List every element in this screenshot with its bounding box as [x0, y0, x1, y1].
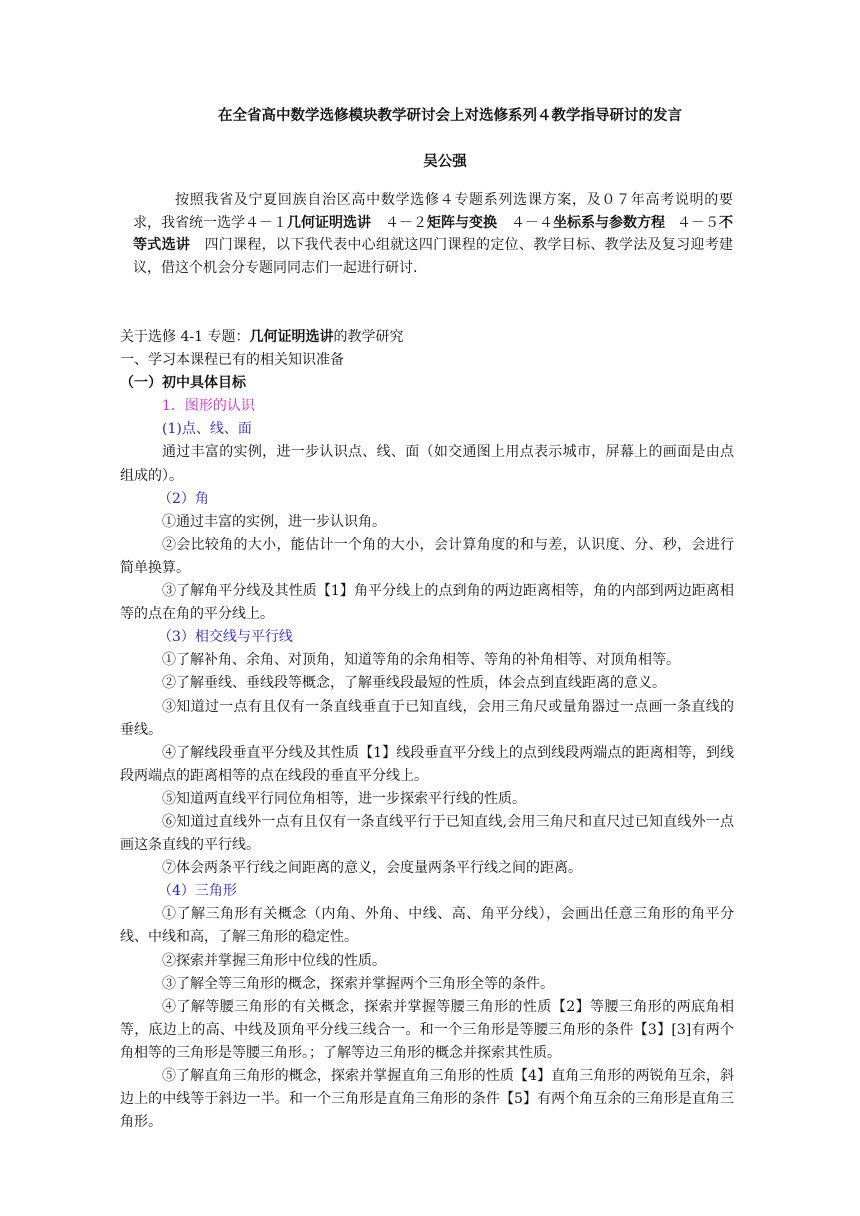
section-goal-heading-text: （一）初中具体目标 [120, 375, 246, 392]
heading-triangle: （4）三角形 [158, 883, 237, 900]
doc-title: 在全省高中数学选修模块教学研讨会上对选修系列４教学指导研讨的发言 [218, 107, 682, 124]
paragraph: ⑤了解直角三角形的概念，探索并掌握直角三角形的性质【4】直角三角形的两锐角互余，斜边上的中线等于斜边一半。和一个三角形是直角三角形的条件【5】有两个角互余的三角形是直角三角形。 [120, 1068, 734, 1131]
paragraph: ①了解三角形有关概念（内角、外角、中线、高、角平分线），会画出任意三角形的角平分线、中线和高，了解三角形的稳定性。 [120, 906, 734, 946]
section-body [120, 326, 734, 1134]
section-subheading: 一、学习本课程已有的相关知识准备 [120, 352, 344, 369]
paragraph: ③知道过一点有且仅有一条直线垂直于已知直线，会用三角尺或量角器过一点画一条直线的垂线。 [120, 698, 734, 738]
paragraph: ⑤知道两直线平行同位角相等，进一步探索平行线的性质。 [162, 790, 526, 807]
heading-angle: （2）角 [158, 490, 209, 507]
paragraph: ③了解全等三角形的概念，探索并掌握两个三角形全等的条件。 [162, 975, 554, 992]
paragraph: ②会比较角的大小，能估计一个角的大小，会计算角度的和与差，认识度、分、秒，会进行简单换算。 [120, 536, 734, 576]
intro-topic-2: 矩阵与变换 [427, 214, 497, 231]
paragraph: ③了解角平分线及其性质【1】角平分线上的点到角的两边距离相等，角的内部到两边距离相等的点在角的平分线上。 [120, 583, 734, 623]
paragraph: ④了解线段垂直平分线及其性质【1】线段垂直平分线上的点到线段两端点的距离相等，到线段两端点的距离相等的点在线段的垂直平分线上。 [120, 744, 734, 784]
intro-topic-1: 几何证明选讲 [287, 214, 371, 231]
intro-gap-1: ４－２ [371, 214, 427, 231]
paragraph: ①通过丰富的实例，进一步认识角。 [162, 513, 386, 530]
doc-author: 吴公强 [423, 153, 467, 170]
intro-gap-3: ４－５ [677, 214, 719, 231]
section-heading-post: 的教学研究 [333, 329, 404, 345]
section-heading-pre: 关于选修 4-1 专题： [120, 329, 250, 345]
paragraph: ②探索并掌握三角形中位线的性质。 [162, 952, 386, 969]
paragraph: ④了解等腰三角形的有关概念，探索并掌握等腰三角形的性质【2】等腰三角形的两底角相等，底边上的高、中线及顶角平分线三线合一。和一个三角形是等腰三角形的条件【3】[3]有两个角相等的三角形是等腰三角形。；了解等边三角形的概念并探索其性质。 [120, 998, 734, 1061]
heading-intersecting-parallel-lines: （3）相交线与平行线 [158, 629, 293, 646]
paragraph: ⑦体会两条平行线之间距离的意义，会度量两条平行线之间的距离。 [162, 860, 582, 877]
intro-text-2: 四门课程，以下我代表中心组就这四门课程的定位、教学目标、教学法及复习迎考建议，借这个机会分专题同同志们一起进行研讨. [133, 237, 733, 276]
paragraph: ②了解垂线、垂线段等概念，了解垂线段最短的性质，体会点到直线距离的意义。 [162, 675, 666, 692]
section-heading-line [120, 326, 734, 349]
intro-topic-3: 坐标系与参数方程 [553, 214, 665, 231]
section-heading-topic: 几何证明选讲 [249, 329, 334, 345]
intro-gap-2: ４－４ [497, 214, 553, 231]
heading-point-line-plane: (1)点、线、面 [162, 421, 252, 438]
paragraph: ⑥知道过直线外一点有且仅有一条直线平行于已知直线,会用三角尺和直尺过已知直线外一点画这条直线的平行线。 [120, 813, 734, 854]
section-goal-heading [120, 372, 734, 395]
paragraph: ①了解补角、余角、对顶角，知道等角的余角相等、等角的补角相等、对顶角相等。 [162, 652, 680, 669]
intro-text-1: 按照我省及宁夏回族自治区高中数学选修４专题系列选课方案，及０７年高考说明的要求，我省统一选学４－１ [133, 192, 733, 231]
intro-paragraph [133, 189, 733, 279]
heading-figure-recognition: 1．图形的认识 [162, 398, 255, 415]
intro-topic-4: 不等式选讲 [133, 214, 733, 253]
paragraph: 通过丰富的实例，进一步认识点、线、面（如交通图上用点表示城市，屏幕上的画面是由点组成的）。 [120, 444, 734, 484]
